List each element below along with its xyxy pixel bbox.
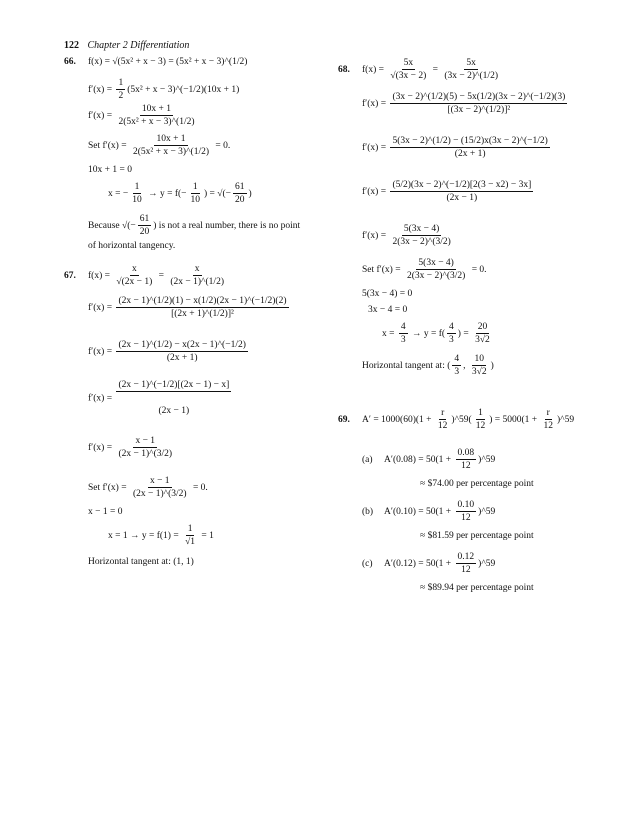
numerator: 4	[447, 322, 456, 334]
fraction	[388, 58, 428, 82]
eq-lhs: Set f′(x) =	[362, 265, 403, 276]
right-column	[338, 58, 598, 604]
fraction	[390, 180, 533, 204]
eq-lhs: f′(x) =	[362, 143, 389, 154]
text-part: )	[490, 361, 494, 372]
eq-part: x =	[382, 329, 397, 340]
eq-part: )^59	[478, 455, 496, 466]
fraction	[390, 224, 452, 248]
denominator: 12	[543, 421, 553, 432]
denominator: 10	[190, 195, 201, 206]
fraction	[456, 500, 477, 524]
fraction	[116, 296, 288, 320]
numerator: (2x − 1)^(1/2)(1) − x(1/2)(2x − 1)^(−1/2)(2)	[116, 296, 288, 308]
fraction	[183, 524, 197, 548]
denominator: 12	[461, 565, 471, 576]
eq-lhs: f′(x) =	[88, 303, 115, 314]
eq-part: A′ = 1000(60)(1 +	[362, 415, 434, 426]
fraction	[130, 182, 144, 206]
fraction	[390, 136, 549, 160]
eq-rhs: = 0.	[190, 483, 208, 494]
problem-67	[64, 264, 324, 574]
denominator: √1	[185, 537, 196, 548]
eq-part: x = −	[108, 189, 129, 200]
denominator: 2(3x − 2)^(3/2)	[392, 237, 451, 248]
numerator: 20	[476, 322, 490, 334]
numerator: (2x − 1)^(−1/2)[(2x − 1) − x]	[116, 380, 231, 392]
eq-lhs: Set f′(x) =	[88, 141, 129, 152]
denominator: 12	[437, 421, 448, 432]
eq-part: ) = √(−	[204, 189, 232, 200]
eq-line: 5(3x − 4) = 0	[362, 289, 413, 299]
text-line: Horizontal tangent at: (1, 1)	[88, 557, 194, 567]
eq-part: )^59(	[451, 415, 472, 426]
denominator: 3	[454, 367, 460, 378]
text-part: Horizontal tangent at: (	[362, 361, 451, 372]
denominator: 2	[118, 91, 124, 102]
eq-part: =	[430, 65, 441, 76]
numerator: 0.08	[456, 448, 477, 460]
numerator: 61	[138, 214, 152, 226]
numerator: x − 1	[133, 436, 157, 448]
denominator: 10	[132, 195, 142, 206]
numerator: x − 1	[148, 476, 172, 488]
numerator: r	[439, 408, 446, 420]
denominator: 2(5x² + x − 3)^(1/2)	[132, 147, 210, 158]
numerator: (2x − 1)^(1/2) − x(2x − 1)^(−1/2)	[116, 340, 247, 352]
result-line: ≈ $81.59 per percentage point	[420, 531, 534, 541]
eq-part: → y = f(−	[145, 189, 187, 200]
fraction	[131, 134, 211, 158]
eq-line: f(x) = √(5x² + x − 3) = (5x² + x − 3)^(1/2)	[88, 57, 248, 67]
eq-part: )	[248, 189, 252, 200]
numerator: 1	[191, 182, 200, 194]
eq-part: )^59	[557, 415, 575, 426]
denominator: √(3x − 2)	[390, 71, 427, 82]
problem-68	[338, 58, 598, 398]
part-label: (c)	[362, 559, 373, 570]
problem-66	[64, 58, 324, 264]
eq-line: 10x + 1 = 0	[88, 165, 132, 175]
text-part: ,	[463, 361, 468, 372]
numerator: (5/2)(3x − 2)^(−1/2)[2(3 − x2) − 3x]	[390, 180, 533, 192]
eq-lhs: f′(x) =	[362, 187, 389, 198]
problem-number: 69.	[338, 415, 350, 426]
denominator: 3√2	[475, 335, 490, 346]
denominator: [(3x − 2)^(1/2)]²	[447, 105, 511, 116]
fraction	[436, 408, 450, 432]
numerator: (3x − 2)^(1/2)(5) − 5x(1/2)(3x − 2)^(−1/2)(3)	[390, 92, 567, 104]
numerator: 5(3x − 2)^(1/2) − (15/2)x(3x − 2)^(−1/2)	[390, 136, 549, 148]
eq-part: )^59	[478, 507, 496, 518]
part-label: (a)	[362, 455, 373, 466]
fraction	[116, 436, 174, 460]
eq-part: A′(0.08) = 50(1 +	[384, 455, 454, 466]
eq-lhs: f′(x) =	[88, 393, 115, 404]
fraction	[447, 322, 456, 346]
eq-lhs: f(x) =	[88, 271, 113, 282]
fraction	[390, 92, 567, 116]
fraction	[442, 58, 500, 82]
eq-part: ) = 5000(1 +	[489, 415, 540, 426]
fraction	[452, 354, 461, 378]
text-part: Because √(−	[88, 221, 136, 232]
part-label: (b)	[362, 507, 374, 518]
result-line: ≈ $74.00 per percentage point	[420, 479, 534, 489]
fraction	[138, 214, 152, 238]
denominator: 20	[235, 195, 245, 206]
eq-part: ) =	[457, 329, 472, 340]
eq-line: 3x − 4 = 0	[368, 305, 408, 315]
denominator: [(2x + 1)^(1/2)]²	[171, 309, 234, 320]
numerator: 5(3x − 4)	[416, 258, 455, 270]
numerator: 1	[133, 182, 142, 194]
numerator: 1	[116, 78, 125, 90]
page-number: 122	[64, 40, 79, 51]
eq-line: x − 1 = 0	[88, 507, 123, 517]
numerator: 10	[472, 354, 486, 366]
denominator: 2(3x − 2)^(3/2)	[406, 271, 466, 282]
eq-part: =	[156, 271, 167, 282]
fraction	[114, 264, 154, 288]
eq-lhs: f′(x) =	[362, 231, 389, 242]
numerator: 4	[452, 354, 461, 366]
eq-lhs: f′(x) =	[88, 347, 115, 358]
eq-part: )^59	[478, 559, 496, 570]
denominator: (2x − 1)^(1/2)	[170, 277, 224, 288]
numerator: 0.12	[456, 552, 477, 564]
fraction	[456, 448, 477, 472]
denominator: (2x − 1)^(3/2)	[132, 489, 187, 500]
denominator: 20	[139, 227, 150, 238]
denominator: √(2x − 1)	[116, 277, 153, 288]
eq-lhs: f′(x) =	[88, 85, 115, 96]
fraction	[233, 182, 247, 206]
eq-part: → y = f(	[409, 329, 446, 340]
denominator: (3x − 2)^(1/2)	[444, 71, 498, 82]
problem-number: 68.	[338, 65, 350, 76]
eq-lhs: f′(x) =	[362, 99, 389, 110]
eq-part: x = 1 → y = f(1) =	[108, 531, 182, 542]
fraction	[542, 408, 556, 432]
denominator: 12	[461, 513, 471, 524]
numerator: 1	[186, 524, 195, 536]
numerator: 1	[476, 408, 485, 420]
denominator: (2x − 1)	[158, 406, 190, 417]
eq-lhs: f′(x) =	[88, 443, 115, 454]
denominator: 3√2	[471, 367, 487, 378]
numerator: r	[545, 408, 552, 420]
numerator: x	[130, 264, 139, 276]
fraction	[189, 182, 203, 206]
denominator: 12	[475, 421, 486, 432]
numerator: 10x + 1	[154, 134, 187, 146]
numerator: 5(3x − 4)	[402, 224, 441, 236]
numerator: x	[193, 264, 202, 276]
fraction	[399, 322, 408, 346]
problem-number: 66.	[64, 57, 76, 67]
denominator: (2x + 1)	[454, 149, 486, 160]
eq-rhs: (5x² + x − 3)^(−1/2)(10x + 1)	[127, 85, 240, 96]
denominator: (2x − 1)^(3/2)	[118, 449, 173, 460]
numerator: 61	[233, 182, 247, 194]
fraction	[116, 340, 247, 364]
numerator: 0.10	[456, 500, 477, 512]
text-part: ) is not a real number, there is no point	[153, 221, 301, 232]
denominator: (2x + 1)	[166, 353, 198, 364]
eq-part: A′(0.12) = 50(1 +	[384, 559, 454, 570]
numerator: 5x	[464, 58, 478, 70]
eq-rhs: = 0.	[469, 265, 487, 276]
eq-part: = 1	[199, 531, 214, 542]
fraction	[456, 552, 477, 576]
fraction	[116, 78, 125, 102]
denominator: 3	[400, 335, 406, 346]
chapter-title: Chapter 2 Differentiation	[87, 40, 190, 51]
problem-69	[338, 408, 598, 604]
eq-lhs: Set f′(x) =	[88, 483, 129, 494]
eq-lhs: f(x) =	[362, 65, 387, 76]
fraction	[116, 380, 231, 417]
text-line: of horizontal tangency.	[88, 241, 176, 251]
numerator: 5x	[402, 58, 416, 70]
fraction	[116, 104, 196, 128]
denominator: 2(5x² + x − 3)^(1/2)	[118, 117, 195, 128]
fraction	[474, 408, 488, 432]
fraction	[131, 476, 189, 500]
fraction	[168, 264, 226, 288]
eq-lhs: f′(x) =	[88, 111, 115, 122]
eq-part: A′(0.10) = 50(1 +	[384, 507, 454, 518]
fraction	[470, 354, 489, 378]
denominator: (2x − 1)	[446, 193, 478, 204]
result-line: ≈ $89.94 per percentage point	[420, 583, 534, 593]
numerator: 10x + 1	[140, 104, 173, 116]
numerator: 4	[399, 322, 408, 334]
denominator: 12	[461, 461, 471, 472]
page-header	[64, 40, 189, 51]
left-column	[64, 58, 324, 574]
eq-rhs: = 0.	[213, 141, 231, 152]
fraction	[473, 322, 492, 346]
denominator: 3	[449, 335, 454, 346]
problem-number: 67.	[64, 271, 76, 282]
fraction	[405, 258, 467, 282]
